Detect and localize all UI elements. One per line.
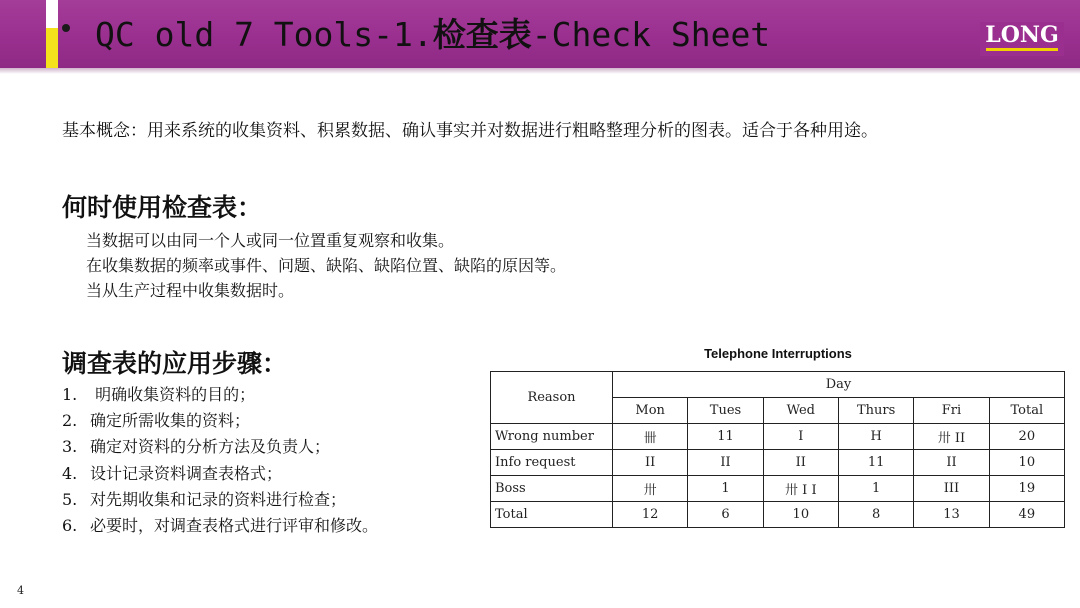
table-cell: H <box>838 424 913 450</box>
list-item <box>62 382 378 408</box>
logo-text: LONG <box>985 22 1059 48</box>
table-cell: 1 <box>838 476 913 502</box>
slide-title <box>95 12 770 58</box>
table-cell: 20 <box>989 424 1064 450</box>
column-header: Fri <box>914 398 989 424</box>
row-reason: Info request <box>491 450 613 476</box>
column-header: Thurs <box>838 398 913 424</box>
step-text: 明确收集资料的目的； <box>90 385 256 404</box>
step-text: 设计记录资料调查表格式； <box>90 463 283 483</box>
day-header: Day <box>613 372 1065 398</box>
table-cell: 10 <box>989 450 1064 476</box>
list-item <box>62 487 378 513</box>
page-number: 4 <box>17 584 24 597</box>
title-cjk: 检查表 <box>432 15 532 54</box>
list-item <box>62 408 378 434</box>
when-to-use-heading: 何时使用检查表： <box>62 193 263 222</box>
list-item: 当从生产过程中收集数据时。 <box>86 281 295 300</box>
table-cell: 卅 II <box>914 424 989 450</box>
table-row <box>491 502 1065 528</box>
step-number: 1. <box>62 385 78 404</box>
table-header-row <box>491 372 1065 398</box>
table-row <box>491 476 1065 502</box>
table-cell: 19 <box>989 476 1064 502</box>
table-cell: 13 <box>914 502 989 528</box>
when-to-use-list <box>86 228 566 303</box>
step-text: 必要时，对调查表格式进行评审和修改。 <box>90 516 379 536</box>
table-row <box>491 450 1065 476</box>
step-text: 确定所需收集的资料； <box>90 411 251 431</box>
header-accent-white <box>46 0 58 28</box>
column-header: Wed <box>763 398 838 424</box>
table-cell: II <box>763 450 838 476</box>
steps-heading: 调查表的应用步骤： <box>62 349 288 378</box>
basic-concept: 基本概念：用来系统的收集资料、积累数据、确认事实并对数据进行粗略整理分析的图表。适合于各种用途。 <box>62 121 878 141</box>
table-cell: 12 <box>613 502 688 528</box>
logo-underline <box>986 48 1058 51</box>
step-text: 对先期收集和记录的资料进行检查； <box>90 489 347 509</box>
step-number: 4. <box>62 463 78 483</box>
table-cell: III <box>914 476 989 502</box>
title-bullet-icon <box>62 24 70 32</box>
table-cell: 卌 <box>613 424 688 450</box>
table-cell: 10 <box>763 502 838 528</box>
check-sheet-table <box>490 371 1065 528</box>
step-text: 确定对资料的分析方法及负责人； <box>90 437 331 457</box>
step-number: 2. <box>62 411 78 431</box>
step-number: 3. <box>62 437 78 457</box>
table-cell: 49 <box>989 502 1064 528</box>
list-item: 在收集数据的频率或事件、问题、缺陷、缺陷位置、缺陷的原因等。 <box>86 256 567 275</box>
table-cell: 1 <box>688 476 763 502</box>
step-number: 6. <box>62 516 78 536</box>
table-row <box>491 424 1065 450</box>
list-item <box>62 513 378 539</box>
row-reason: Total <box>491 502 613 528</box>
row-reason: Wrong number <box>491 424 613 450</box>
table-title: Telephone Interruptions <box>704 346 852 361</box>
column-header: Total <box>989 398 1064 424</box>
table-cell: 11 <box>838 450 913 476</box>
table-cell: I <box>763 424 838 450</box>
title-prefix: QC old 7 Tools-1. <box>95 15 433 54</box>
table-cell: 6 <box>688 502 763 528</box>
list-item <box>62 461 378 487</box>
list-item: 当数据可以由同一个人或同一位置重复观察和收集。 <box>86 231 455 250</box>
table-cell: II <box>914 450 989 476</box>
header-shadow <box>0 68 1080 74</box>
title-suffix: -Check Sheet <box>531 15 771 54</box>
column-header: Tues <box>688 398 763 424</box>
list-item <box>62 434 378 460</box>
table-cell: II <box>613 450 688 476</box>
reason-header: Reason <box>491 372 613 424</box>
row-reason: Boss <box>491 476 613 502</box>
table-cell: 卅 <box>613 476 688 502</box>
table-cell: II <box>688 450 763 476</box>
table-cell: 11 <box>688 424 763 450</box>
logo <box>980 22 1064 56</box>
column-header: Mon <box>613 398 688 424</box>
steps-list <box>62 382 378 539</box>
table-cell: 8 <box>838 502 913 528</box>
step-number: 5. <box>62 489 78 509</box>
table-cell: 卅 I I <box>763 476 838 502</box>
header-accent-yellow <box>46 28 58 68</box>
